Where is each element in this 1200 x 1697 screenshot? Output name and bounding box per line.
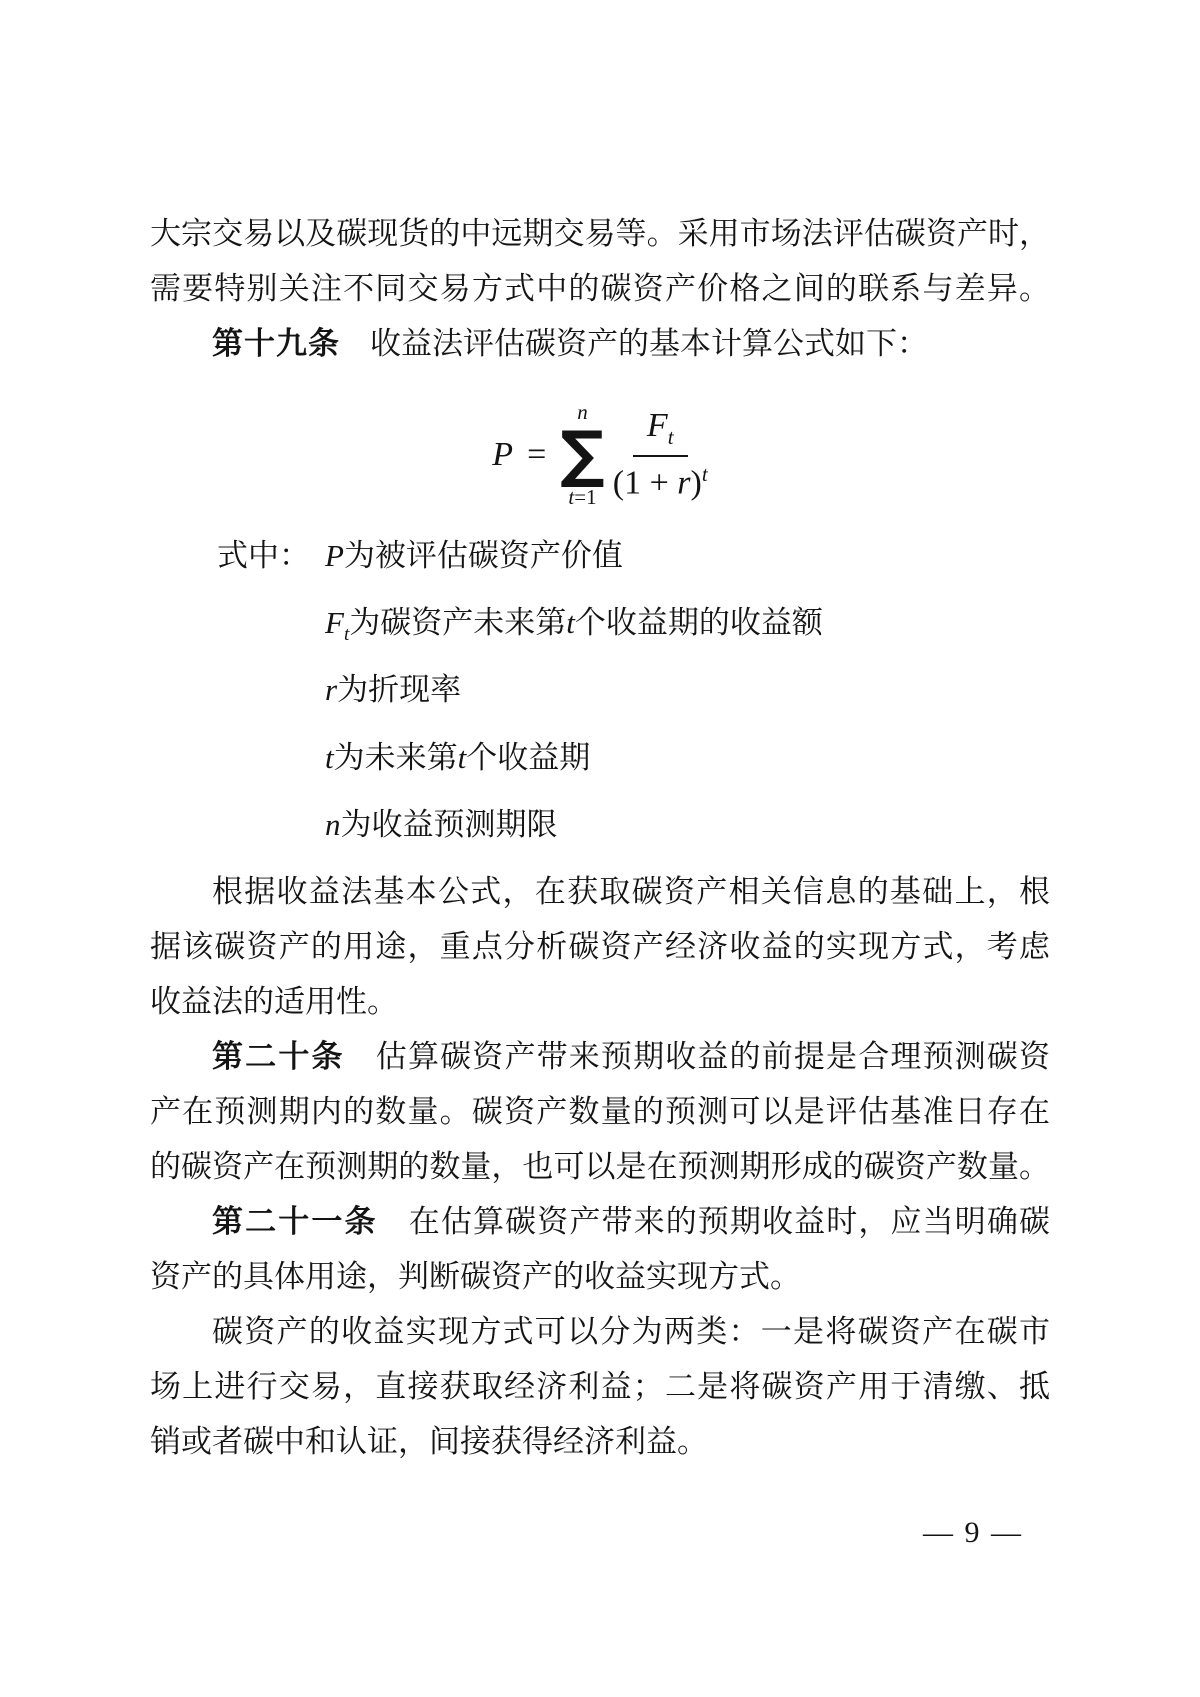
paragraph-line: 根据收益法基本公式，在获取碳资产相关信息的基础上，根 [212,873,1050,909]
sum-lower-limit: t=1 [568,484,597,509]
definition-line-P: 式中： P为被评估碳资产价值 [150,528,1050,595]
article-21-text: 在估算碳资产带来的预期收益时，应当明确碳 [407,1203,1051,1239]
paragraph-line: 需要特别关注不同交易方式中的碳资产价格之间的联系与差异。 [150,271,1050,306]
definition-line-n: n为收益预测期限 [325,806,558,842]
definitions-intro: 式中： [217,538,310,573]
paragraph-line: 收益法的适用性。 [150,983,398,1019]
fraction-numerator: $F_t$ [633,409,688,457]
fraction-denominator: $(1 + r)^t$ [612,461,708,502]
paragraph-line: 的碳资产在预测期的数量，也可以是在预测期形成的碳资产数量。 [150,1148,1050,1184]
article-19-line [150,316,1050,371]
summation-symbol [560,399,605,510]
article-19-label: 第十九条 [212,326,340,361]
income-method-formula [150,371,1050,528]
document-content [150,206,1050,1469]
definition-line-F: $F_t$为碳资产未来第t个收益期的收益额 [325,605,823,646]
page-number: — 9 — [923,1516,1023,1549]
paragraph-line: 销或者碳中和认证，间接获得经济利益。 [150,1423,708,1459]
paragraph-line: 场上进行交易，直接获取经济利益；二是将碳资产用于清缴、抵 [150,1368,1050,1404]
paragraph-line: 资产的具体用途，判断碳资产的收益实现方式。 [150,1258,801,1294]
paragraph-line: 产在预测期内的数量。碳资产数量的预测可以是评估基准日存在 [150,1093,1050,1129]
paragraph-line: 碳资产的收益实现方式可以分为两类：一是将碳资产在碳市 [212,1313,1050,1349]
article-21-line [150,1194,1050,1249]
article-20-line [150,1029,1050,1084]
paragraph-line: 据该碳资产的用途，重点分析碳资产经济收益的实现方式，考虑 [150,928,1050,964]
formula-fraction [612,406,708,502]
article-20-text: 估算碳资产带来预期收益的前提是合理预测碳资 [374,1038,1050,1074]
sigma-icon: ∑ [560,417,605,491]
definition-line-r: r为折现率 [325,672,462,708]
sum-upper-limit: n [577,399,588,424]
paragraph-line: 大宗交易以及碳现货的中远期交易等。采用市场法评估碳资产时， [150,216,1050,251]
formula-lhs: P [492,435,514,473]
formula-equals: = [527,435,547,473]
article-20-label: 第二十条 [212,1038,345,1074]
definition-line-t: t为未来第t个收益期 [325,739,591,775]
article-21-label: 第二十一条 [212,1203,378,1239]
article-19-text: 收益法评估碳资产的基本计算公式如下： [370,326,928,361]
